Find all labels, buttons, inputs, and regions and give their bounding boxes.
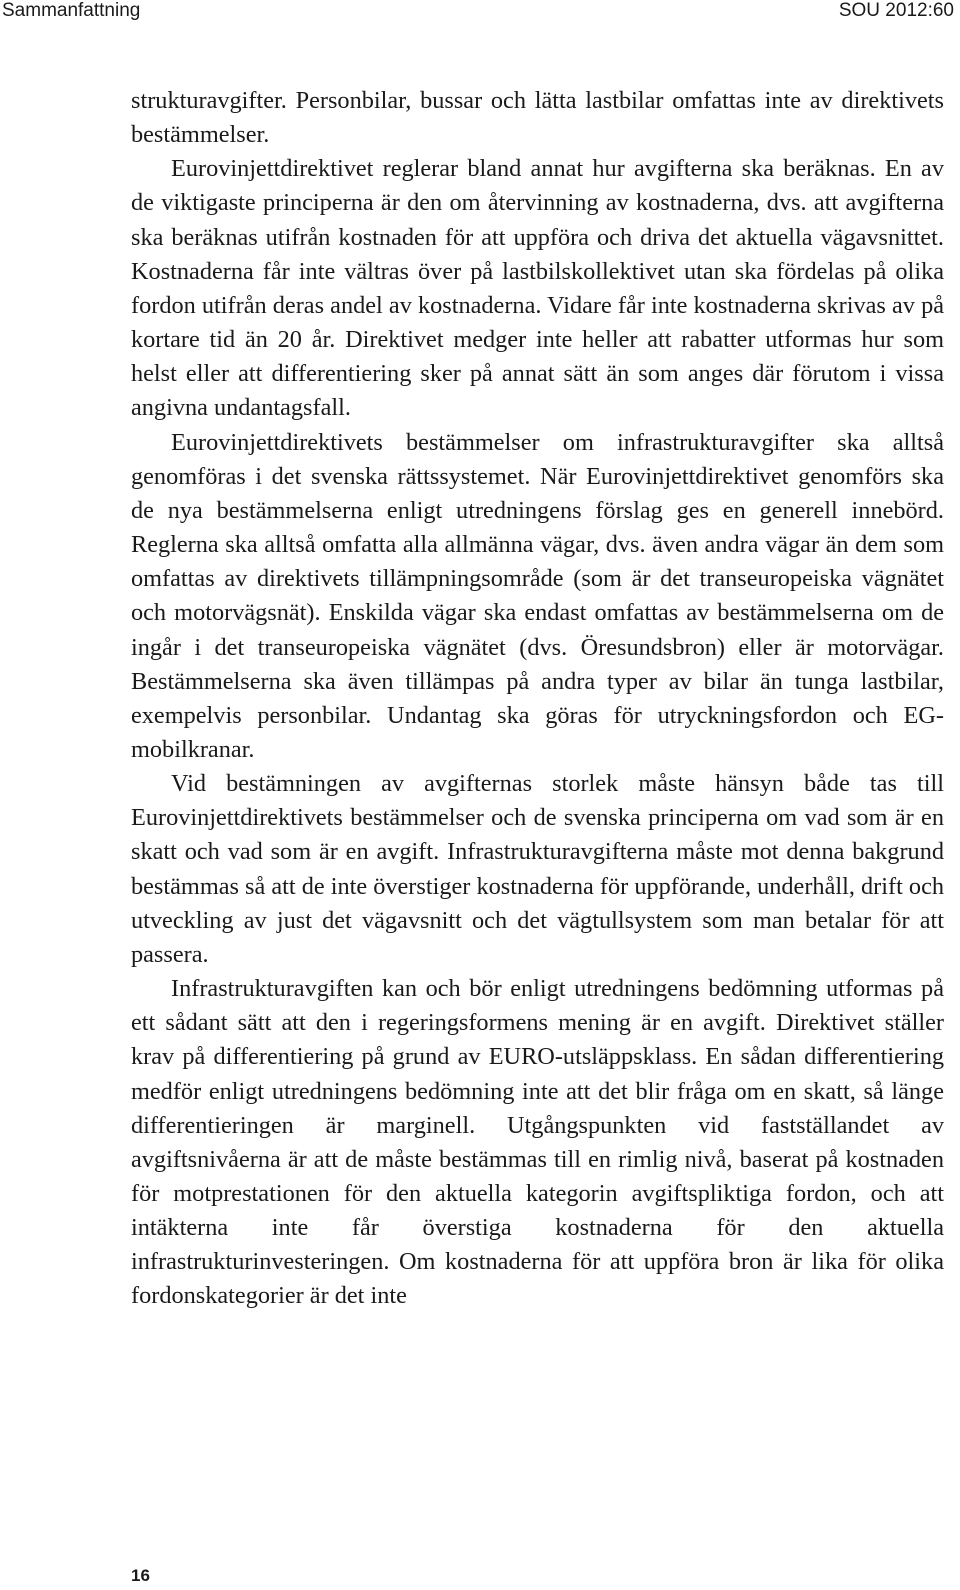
report-number: SOU 2012:60	[838, 0, 954, 21]
running-header	[0, 0, 960, 26]
paragraph: Eurovinjettdirektivets bestämmelser om infrastrukturavgifter ska alltså genomföras i det svenska rättssystemet. När Eurovinjettdirektivet genomförs ska de nya bestämmelserna enligt utredningens förslag ges en generell innebörd. Reglerna ska alltså omfatta alla allmänna vägar, dvs. även andra vägar än dem som omfattas av direktivets tillämpningsområde (som är det transeuropeiska vägnätet och motorvägsnät). Enskilda vägar ska endast omfattas av bestämmelserna om de ingår i det transeuropeiska vägnätet (dvs. Öresundsbron) eller är motorvägar. Bestämmelserna ska även tillämpas på andra typer av bilar än tunga lastbilar, exempelvis personbilar. Undantag ska göras för utryckningsfordon och EG-mobilkranar.	[131, 428, 944, 763]
paragraph: Eurovinjettdirektivet reglerar bland annat hur avgifterna ska beräknas. En av de viktigaste principerna är den om återvinning av kostnaderna, dvs. att avgifterna ska beräknas utifrån kostnaden för att uppföra och driva det aktuella vägavsnittet. Kostnaderna får inte vältras över på lastbilskollektivet utan ska fördelas på olika fordon utifrån deras andel av kostnaderna. Vidare får inte kostnaderna skrivas av på kortare tid än 20 år. Direktivet medger inte heller att rabatter utformas hur som helst eller att differentiering sker på annat sätt än som anges där förutom i vissa angivna undantagsfall.	[131, 155, 944, 422]
body-text	[131, 84, 944, 1314]
paragraph-continued: strukturavgifter. Personbilar, bussar och lätta lastbilar omfattas inte av direktivets bestämmelser.	[131, 87, 944, 149]
page-number: 16	[131, 1566, 150, 1585]
paragraph: Infrastrukturavgiften kan och bör enligt utredningens bedömning utformas på ett sådant sätt att den i regeringsformens mening är en avgift. Direktivet ställer krav på differentiering på grund av EURO-utsläppsklass. En sådan differentiering medför enligt utredningens bedömning inte att det blir fråga om en skatt, så länge differentieringen är marginell. Utgångspunkten vid fastställandet av avgiftsnivåerna är att de måste bestämmas till en rimlig nivå, baserat på kostnaden för motprestationen för den aktuella kategorin avgiftspliktiga fordon, och att intäkterna inte får överstiga kostnaderna för den aktuella infrastrukturinvesteringen. Om kostnaderna för att uppföra bron är lika för olika fordonskategorier är det inte	[131, 975, 944, 1310]
section-title: Sammanfattning	[2, 0, 141, 21]
paragraph: Vid bestämningen av avgifternas storlek måste hänsyn både tas till Eurovinjettdirektivets bestämmelser och de svenska principerna om vad som är en skatt och vad som är en avgift. Infrastrukturavgifterna måste mot denna bakgrund bestämmas så att de inte överstiger kostnaderna för uppförande, underhåll, drift och utveckling av just det vägavsnitt och det vägtullsystem som man betalar för att passera.	[131, 770, 944, 968]
